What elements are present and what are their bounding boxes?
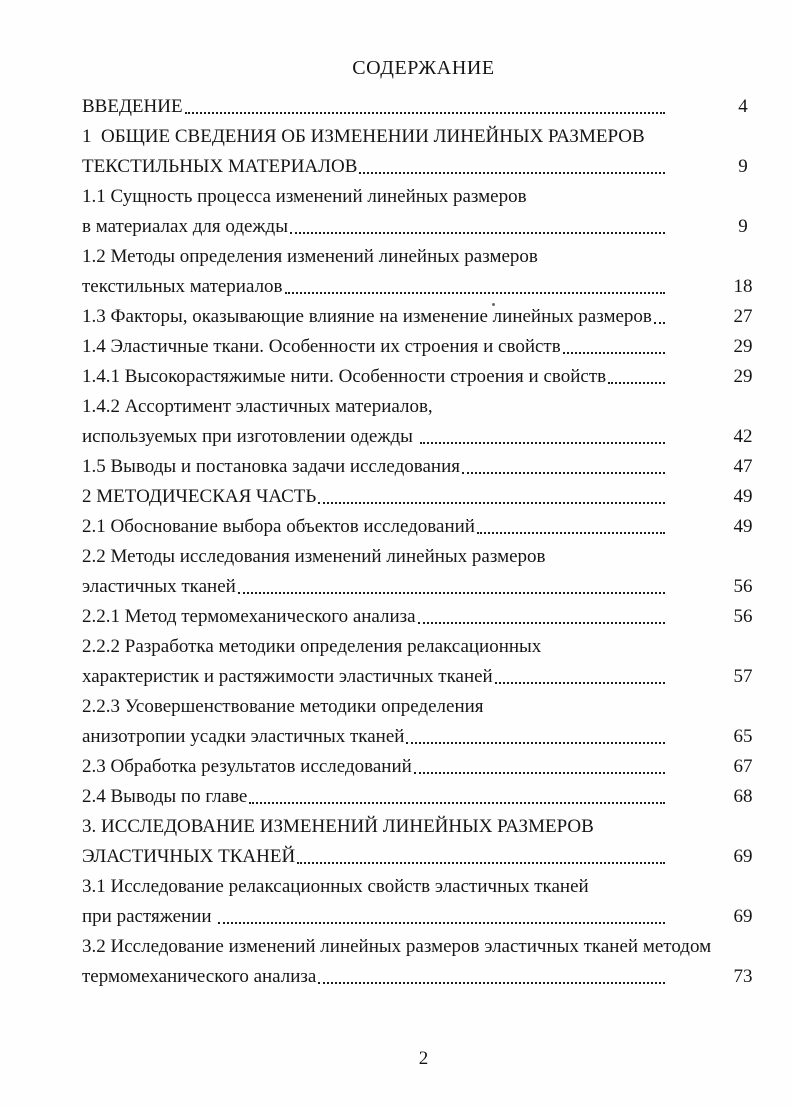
toc-row bbox=[82, 662, 765, 692]
toc-page-number: 42 bbox=[733, 426, 753, 447]
toc-entry-text: 3. ИССЛЕДОВАНИЕ ИЗМЕНЕНИЙ ЛИНЕЙНЫХ РАЗМЕРОВ bbox=[82, 816, 594, 837]
dot-leader bbox=[249, 802, 665, 804]
toc-page-number: 73 bbox=[733, 966, 753, 987]
dot-leader bbox=[414, 772, 665, 774]
toc-page-number: 68 bbox=[733, 786, 753, 807]
toc-entry-text: характеристик и растяжимости эластичных тканей bbox=[82, 666, 493, 687]
toc-entry-text: 2.2.1 Метод термомеханического анализа bbox=[82, 606, 416, 627]
toc-row bbox=[82, 812, 765, 842]
toc-entry-text: используемых при изготовлении одежды bbox=[82, 426, 418, 447]
dot-leader bbox=[477, 532, 665, 534]
toc-page-number: 56 bbox=[733, 576, 753, 597]
dot-leader bbox=[420, 442, 665, 444]
toc-row bbox=[82, 92, 765, 122]
toc-page-number: 4 bbox=[738, 96, 748, 117]
toc-entry-text: в материалах для одежды bbox=[82, 216, 288, 237]
toc-row bbox=[82, 362, 765, 392]
toc-entry-text: 2.1 Обоснование выбора объектов исследований bbox=[82, 516, 475, 537]
toc-page-number: 57 bbox=[733, 666, 753, 687]
toc-row bbox=[82, 692, 765, 722]
dot-leader bbox=[435, 412, 665, 414]
toc-row bbox=[82, 752, 765, 782]
toc-row bbox=[82, 392, 765, 422]
dot-leader bbox=[406, 742, 665, 744]
scan-speck bbox=[492, 303, 495, 306]
toc-row bbox=[82, 632, 765, 662]
dot-leader bbox=[359, 172, 665, 174]
toc-entry-text: термомеханического анализа bbox=[82, 966, 317, 987]
toc-row bbox=[82, 722, 765, 752]
toc-entry-text: 3.1 Исследование релаксационных свойств эластичных тканей bbox=[82, 876, 589, 897]
dot-leader bbox=[529, 202, 665, 204]
toc-row bbox=[82, 182, 765, 212]
toc-row bbox=[82, 842, 765, 872]
toc-row bbox=[82, 602, 765, 632]
toc-page-number: 69 bbox=[733, 906, 753, 927]
toc-entry-text: эластичных тканей bbox=[82, 576, 236, 597]
dot-leader bbox=[486, 712, 665, 714]
toc-entry-text: 2.2 Методы исследования изменений линейных размеров bbox=[82, 546, 546, 567]
toc-row bbox=[82, 962, 765, 992]
toc-entry-text: 1.4.1 Высокорастяжимые нити. Особенности строения и свойств bbox=[82, 366, 607, 387]
page-title: СОДЕРЖАНИЕ bbox=[352, 57, 495, 79]
toc-page-number: 9 bbox=[738, 216, 748, 237]
toc-entry-text: 3.2 Исследование изменений линейных размеров эластичных тканей методом bbox=[82, 936, 712, 957]
toc-page-number: 49 bbox=[733, 516, 753, 537]
dot-leader bbox=[543, 652, 665, 654]
dot-leader bbox=[540, 262, 665, 264]
toc-page-number: 65 bbox=[733, 726, 753, 747]
dot-leader bbox=[318, 982, 665, 984]
toc-row bbox=[82, 482, 765, 512]
toc-entry-text: ВВЕДЕНИЕ bbox=[82, 96, 183, 117]
toc-row bbox=[82, 212, 765, 242]
toc-row bbox=[82, 902, 765, 932]
toc-row bbox=[82, 932, 765, 962]
toc-entry-text: 1.2 Методы определения изменений линейных размеров bbox=[82, 246, 538, 267]
dot-leader bbox=[218, 922, 665, 924]
dot-leader bbox=[238, 592, 665, 594]
toc-entry-text: 2.2.3 Усовершенствование методики определения bbox=[82, 696, 484, 717]
toc-page-number: 56 bbox=[733, 606, 753, 627]
toc-row bbox=[82, 512, 765, 542]
dot-leader bbox=[596, 832, 665, 834]
toc-entry-text: текстильных материалов bbox=[82, 276, 283, 297]
toc-entry-text: 2.4 Выводы по главе bbox=[82, 786, 248, 807]
toc-row bbox=[82, 422, 765, 452]
dot-leader bbox=[647, 142, 665, 144]
toc-row bbox=[82, 122, 765, 152]
toc-row bbox=[82, 452, 765, 482]
toc-row bbox=[82, 332, 765, 362]
toc-entry-text: 1 ОБЩИЕ СВЕДЕНИЯ ОБ ИЗМЕНЕНИИ ЛИНЕЙНЫХ РАЗМЕРОВ bbox=[82, 126, 645, 147]
toc-row bbox=[82, 152, 765, 182]
dot-leader bbox=[285, 292, 665, 294]
dot-leader bbox=[185, 112, 665, 114]
dot-leader bbox=[563, 352, 665, 354]
toc-entry-text: ЭЛАСТИЧНЫХ ТКАНЕЙ bbox=[82, 846, 296, 867]
dot-leader bbox=[297, 862, 665, 864]
dot-leader bbox=[591, 892, 665, 894]
toc-entry-text: 1.4 Эластичные ткани. Особенности их строения и свойств bbox=[82, 336, 561, 357]
toc-page-number: 18 bbox=[733, 276, 753, 297]
dot-leader bbox=[654, 322, 665, 324]
toc-entry-text: при растяжении bbox=[82, 906, 217, 927]
toc-page-number: 9 bbox=[738, 156, 748, 177]
toc-page-number: 29 bbox=[733, 366, 753, 387]
dot-leader bbox=[462, 472, 665, 474]
toc-row bbox=[82, 872, 765, 902]
toc-row bbox=[82, 272, 765, 302]
toc-row bbox=[82, 242, 765, 272]
toc-page-number: 29 bbox=[733, 336, 753, 357]
toc-page-number: 27 bbox=[733, 306, 753, 327]
toc-page-number: 67 bbox=[733, 756, 753, 777]
toc-entry-text: анизотропии усадки эластичных тканей bbox=[82, 726, 405, 747]
toc-entry-text: 1.3 Факторы, оказывающие влияние на изменение линейных размеров bbox=[82, 306, 652, 327]
toc-entry-text: 1.4.2 Ассортимент эластичных материалов, bbox=[82, 396, 433, 417]
toc-entry-text: ТЕКСТИЛЬНЫХ МАТЕРИАЛОВ bbox=[82, 156, 358, 177]
dot-leader bbox=[548, 562, 665, 564]
table-of-contents bbox=[82, 92, 765, 992]
toc-row bbox=[82, 572, 765, 602]
dot-leader bbox=[290, 232, 665, 234]
toc-entry-text: 1.5 Выводы и постановка задачи исследования bbox=[82, 456, 460, 477]
toc-row bbox=[82, 542, 765, 572]
toc-entry-text: 1.1 Сущность процесса изменений линейных размеров bbox=[82, 186, 527, 207]
toc-page-number: 69 bbox=[733, 846, 753, 867]
toc-row bbox=[82, 782, 765, 812]
toc-entry-text: 2.2.2 Разработка методики определения релаксационных bbox=[82, 636, 542, 657]
dot-leader bbox=[418, 622, 665, 624]
toc-entry-text: 2 МЕТОДИЧЕСКАЯ ЧАСТЬ bbox=[82, 486, 317, 507]
toc-entry-text: 2.3 Обработка результатов исследований bbox=[82, 756, 412, 777]
toc-page-number: 47 bbox=[733, 456, 753, 477]
toc-page-number: 49 bbox=[733, 486, 753, 507]
dot-leader bbox=[608, 382, 665, 384]
dot-leader bbox=[495, 682, 665, 684]
dot-leader bbox=[318, 502, 665, 504]
toc-row bbox=[82, 302, 765, 332]
footer-page-number: 2 bbox=[418, 1048, 429, 1069]
